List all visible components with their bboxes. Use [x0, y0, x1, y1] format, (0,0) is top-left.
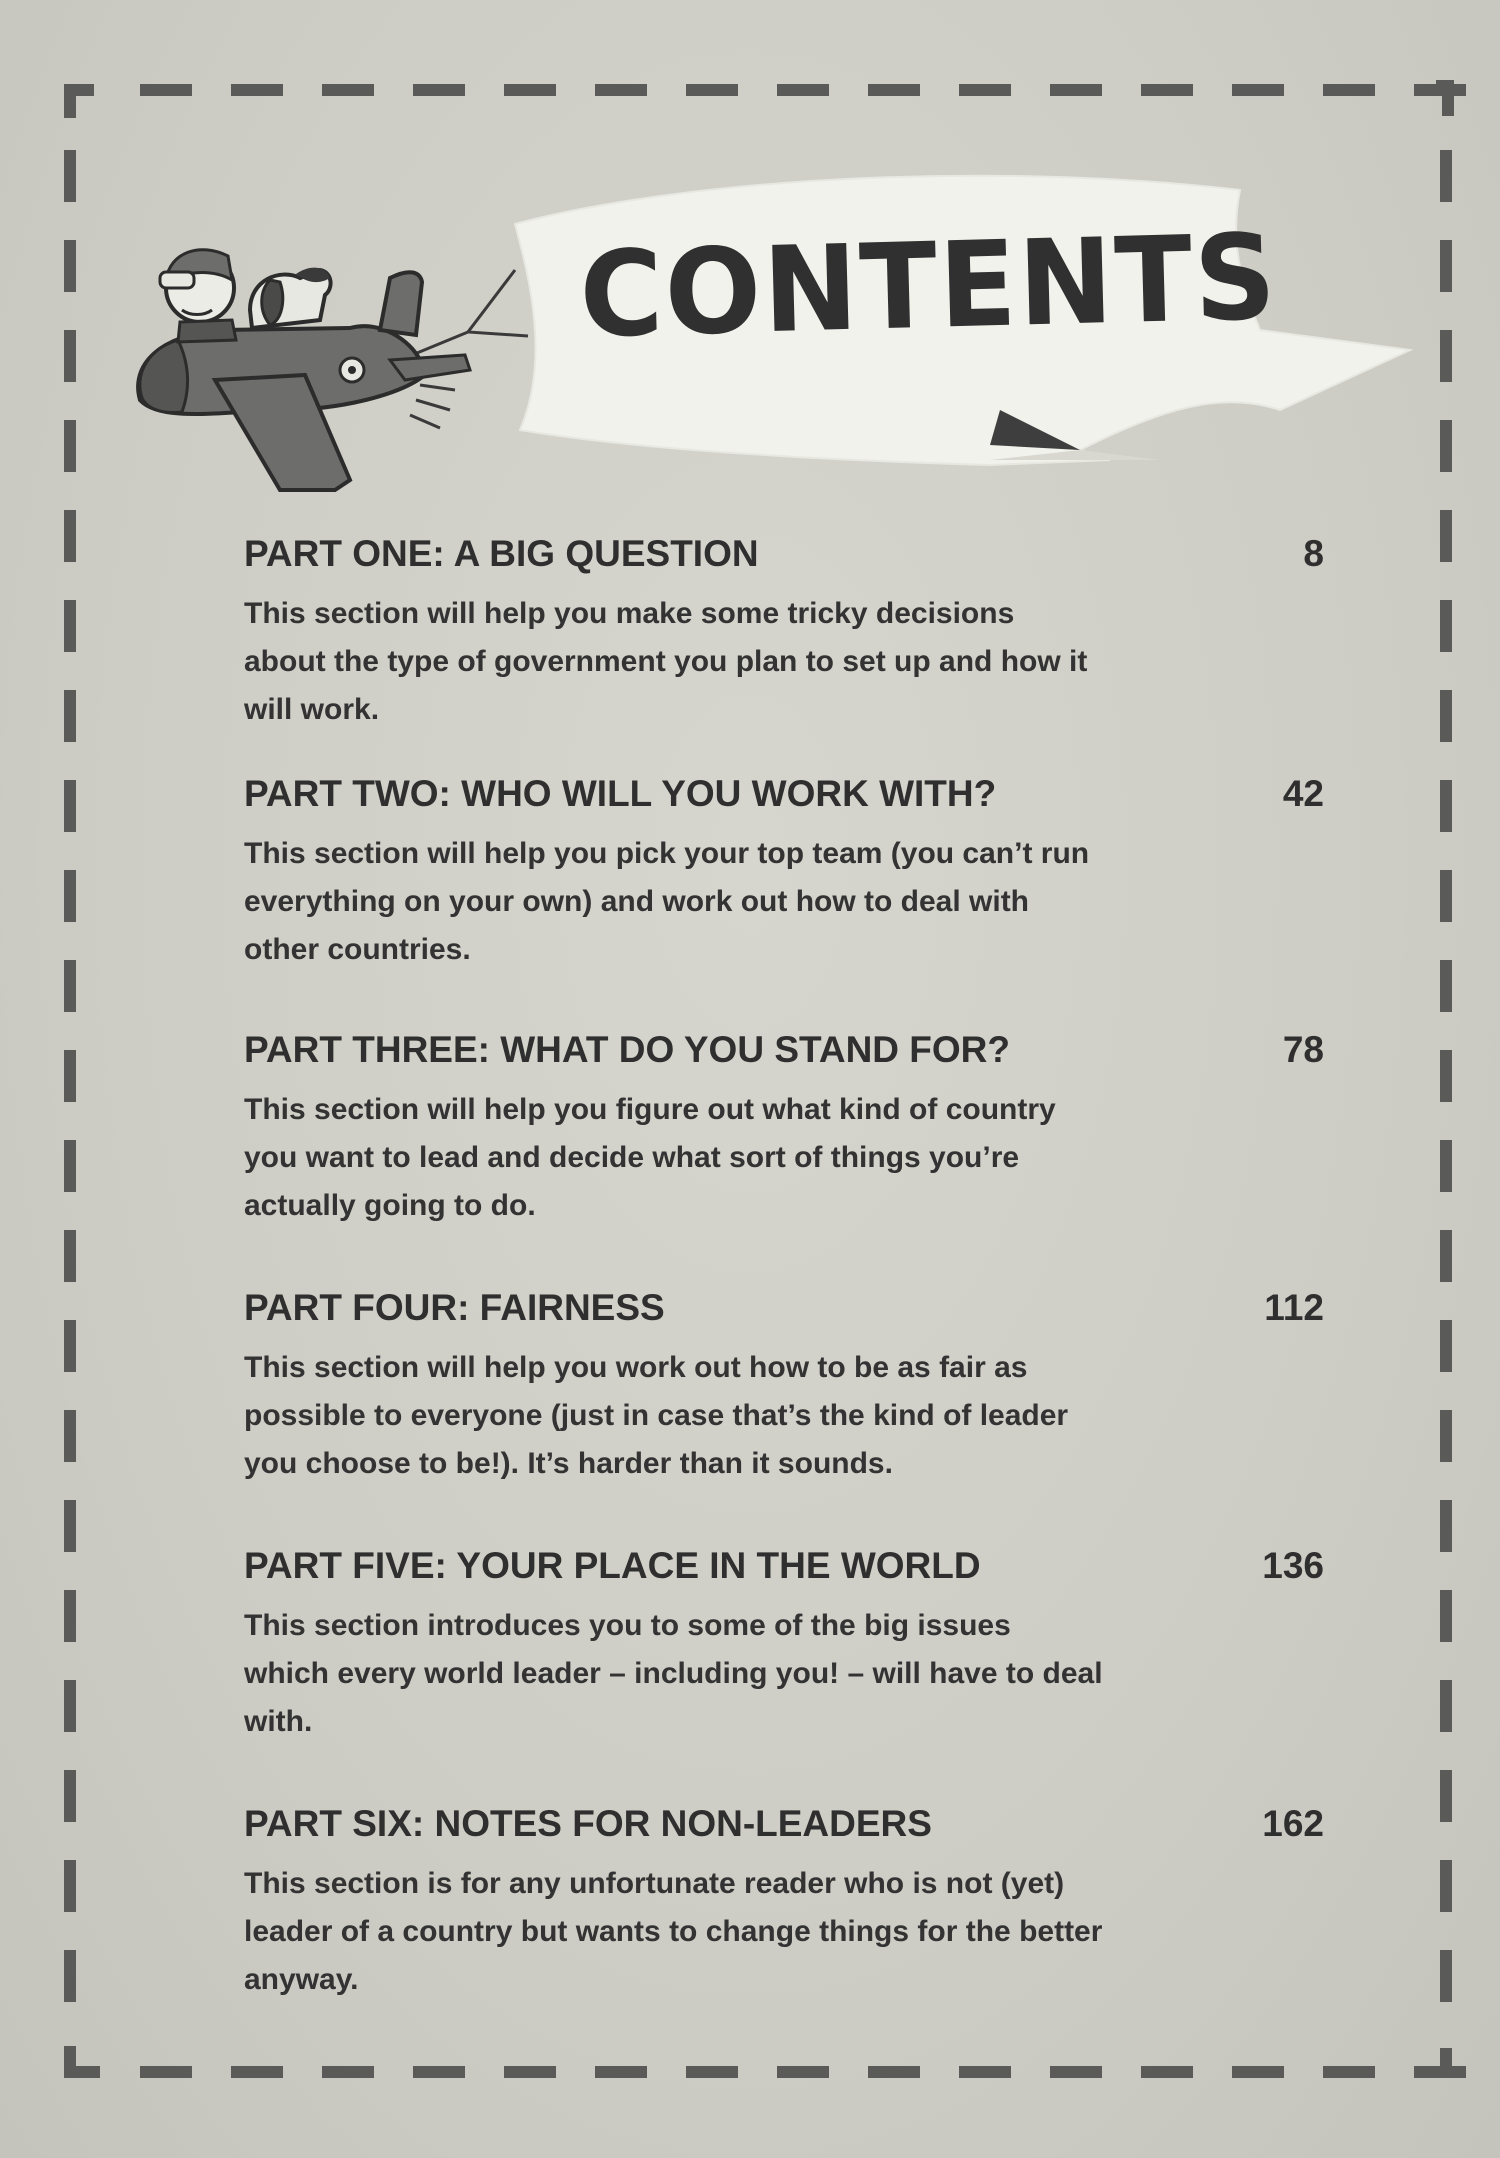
toc-entry-title: PART SIX: NOTES FOR NON-LEADERS — [244, 1803, 932, 1844]
border-dash — [504, 84, 556, 96]
border-dash — [1440, 780, 1452, 832]
border-dash — [413, 84, 465, 96]
border-dash — [959, 2066, 1011, 2078]
border-dash — [1141, 84, 1193, 96]
border-dash — [64, 600, 76, 652]
border-dash — [1414, 2066, 1466, 2078]
border-dash — [1440, 690, 1452, 742]
border-dash — [64, 330, 76, 382]
border-dash — [64, 1320, 76, 1372]
border-dash — [1440, 240, 1452, 292]
toc-entry-title: PART THREE: WHAT DO YOU STAND FOR? — [244, 1029, 1010, 1070]
border-dash — [1440, 330, 1452, 382]
page-title: CONTENTS — [578, 207, 1280, 364]
border-dash — [64, 1770, 76, 1822]
border-dash — [64, 870, 76, 922]
border-dash — [1440, 1140, 1452, 1192]
toc-entry-page: 78 — [1282, 1029, 1324, 1070]
toc-entry-title: PART ONE: A BIG QUESTION — [244, 533, 759, 574]
border-dash — [231, 2066, 283, 2078]
border-dash — [504, 2066, 556, 2078]
plane-pilot-dog-icon — [138, 250, 470, 490]
border-dash — [231, 84, 283, 96]
toc-entry-page: 42 — [1282, 773, 1324, 814]
toc-entry-description: This section will help you pick your top team (you can’t run everything on your own) and work out how to deal with other countries. — [244, 837, 1090, 966]
border-dash — [1440, 600, 1452, 652]
border-dash — [1440, 1230, 1452, 1282]
toc-entry-title: PART TWO: WHO WILL YOU WORK WITH? — [244, 773, 997, 814]
toc-entry[interactable] — [244, 1284, 1324, 1488]
toc-entry[interactable] — [244, 1800, 1324, 2004]
border-dash — [868, 84, 920, 96]
border-dash — [686, 84, 738, 96]
border-dash — [64, 1590, 76, 1642]
border-dash — [1440, 960, 1452, 1012]
toc-entry[interactable] — [244, 770, 1324, 974]
border-dash — [1050, 84, 1102, 96]
border-dash — [777, 2066, 829, 2078]
border-dash — [64, 1950, 76, 2002]
border-dash — [1323, 84, 1375, 96]
toc-entry[interactable] — [244, 530, 1324, 734]
border-dash — [1050, 2066, 1102, 2078]
border-dash — [686, 2066, 738, 2078]
border-dash — [64, 1500, 76, 1552]
border-dash — [1440, 1410, 1452, 1462]
toc-entry-title: PART FIVE: YOUR PLACE IN THE WORLD — [244, 1545, 981, 1586]
border-dash — [1414, 84, 1466, 96]
border-dash — [1440, 1050, 1452, 1102]
toc-entry-description: This section will help you figure out what kind of country you want to lead and decide what sort of things you’re actually going to do. — [244, 1093, 1056, 1222]
border-dash — [959, 84, 1011, 96]
border-dash — [64, 150, 76, 202]
border-dash — [64, 1680, 76, 1732]
border-dash — [64, 960, 76, 1012]
border-dash — [64, 1410, 76, 1462]
border-dash — [64, 1050, 76, 1102]
toc-entry-description: This section introduces you to some of the big issues which every world leader – including you! – will have to deal with. — [244, 1609, 1103, 1738]
border-dash — [64, 510, 76, 562]
border-dash — [64, 240, 76, 292]
toc-entry-description: This section is for any unfortunate reader who is not (yet) leader of a country but wants to change things for the better anyway. — [244, 1867, 1103, 1996]
border-dash — [64, 420, 76, 472]
border-dash — [1232, 84, 1284, 96]
border-dash — [595, 2066, 647, 2078]
toc-entry-page: 162 — [1262, 1803, 1324, 1844]
border-dash — [1440, 1950, 1452, 2002]
border-dash — [1440, 1680, 1452, 1732]
border-dash — [322, 84, 374, 96]
border-dash — [64, 780, 76, 832]
border-dash — [868, 2066, 920, 2078]
toc-entry-description: This section will help you make some tricky decisions about the type of government you plan to set up and how it will work. — [244, 597, 1088, 726]
toc-entry-description: This section will help you work out how to be as fair as possible to everyone (just in case that’s the kind of leader you choose to be!). It’s harder than it sounds. — [244, 1351, 1069, 1480]
border-dash — [1440, 1770, 1452, 1822]
border-dash — [1141, 2066, 1193, 2078]
toc-entry-page: 8 — [1303, 533, 1324, 574]
border-dash — [64, 1860, 76, 1912]
border-dash — [413, 2066, 465, 2078]
toc-entry-page: 112 — [1264, 1287, 1324, 1328]
border-dash — [1440, 420, 1452, 472]
border-dash — [1440, 1500, 1452, 1552]
border-dash — [64, 1140, 76, 1192]
toc-entry[interactable] — [244, 1542, 1324, 1746]
border-dash — [1323, 2066, 1375, 2078]
toc-entry-title: PART FOUR: FAIRNESS — [244, 1287, 665, 1328]
border-dash — [140, 2066, 192, 2078]
border-dash — [1232, 2066, 1284, 2078]
border-dash — [322, 2066, 374, 2078]
border-dash — [1440, 1860, 1452, 1912]
border-dash — [1440, 870, 1452, 922]
toc-entry-page: 136 — [1262, 1545, 1324, 1586]
border-dash — [1440, 1320, 1452, 1372]
border-dash — [64, 690, 76, 742]
border-dash — [1440, 1590, 1452, 1642]
border-dash — [140, 84, 192, 96]
toc-entry[interactable] — [244, 1026, 1324, 1230]
border-dash — [1440, 150, 1452, 202]
border-dash — [777, 84, 829, 96]
border-dash — [1440, 510, 1452, 562]
border-dash — [595, 84, 647, 96]
border-dash — [64, 1230, 76, 1282]
